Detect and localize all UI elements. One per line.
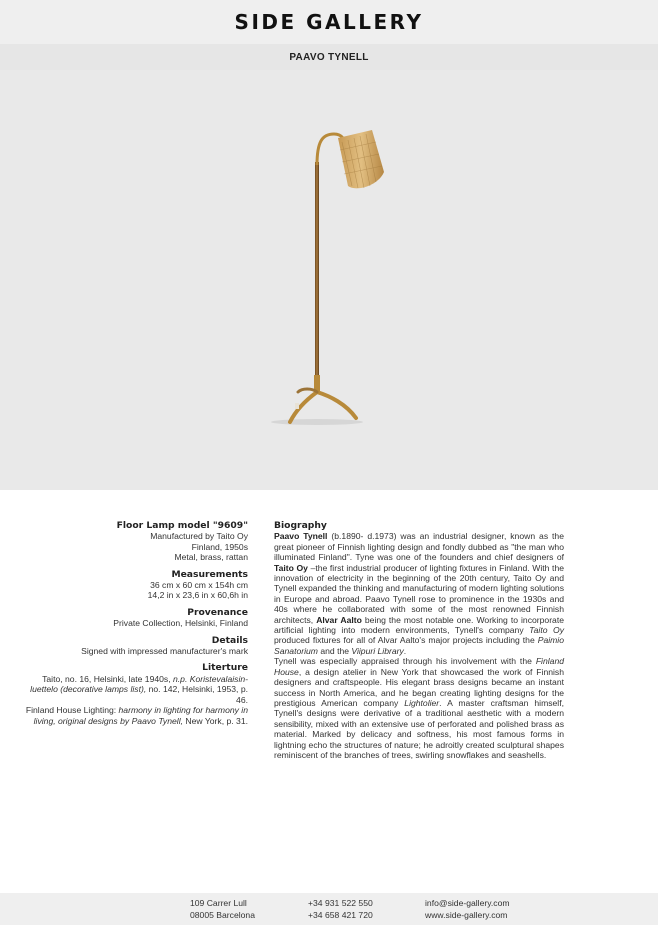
address-line-1: 109 Carrer Lull: [190, 898, 247, 908]
designer-name: PAAVO TYNELL: [289, 51, 369, 63]
brand-title: SIDE GALLERY: [234, 10, 424, 34]
biography-paragraph-1: Paavo Tynell (b.1890- d.1973) was an industrial designer, known as the great pioneer of Finnish lighting design and fondly dubbed as "the man who illuminated Finland". Tyne was one of the founders and chief designers of Taito Oy –the first industrial producer of lighting fixtures in Finland. With the innovation of electricity in the beginning of the 20th century, Taito Oy and Tynell expanded the thinking and manufacturing of modern lighting solutions in Europe and abroad. Paavo Tynell rose to prominence in the 1930s and 40s where he collaborated with some of the most renowned Finnish architects, Alvar Aalto being the most notable one. Working to incorporate artificial lighting into modern environments, Tynell's company Taito Oy produced fixtures for all of Alvar Aalto's major projects including the Paimio Sanatorium and the Viipuri Library.: [274, 531, 565, 656]
floor-shadow: [271, 419, 363, 425]
provenance-text: Private Collection, Helsinki, Finland: [113, 618, 248, 629]
product-title: Floor Lamp model "9609": [116, 520, 248, 531]
provenance-heading: Provenance: [187, 606, 248, 618]
header-bar: [0, 0, 658, 44]
measurements-heading: Measurements: [171, 568, 248, 580]
biography-heading: Biography: [274, 520, 327, 531]
designer-bar: [0, 44, 658, 70]
footer: [0, 893, 658, 925]
lamp-pole: [315, 162, 319, 380]
lamp-switch: [295, 403, 299, 409]
details-text: Signed with impressed manufacturer's mark: [81, 646, 248, 657]
measurements-cm: 36 cm x 60 cm x 154h cm: [150, 580, 248, 591]
literature-entry-1: Taito, no. 16, Helsinki, late 1940s, n.p. Koristevalaisin- luettelo (decorative lamps list), no. 142, Helsinki, 1953, p. 46.: [30, 673, 248, 705]
phone-1[interactable]: +34 931 522 550: [308, 898, 373, 908]
product-details: [20, 521, 248, 726]
website-link[interactable]: www.side-gallery.com: [425, 910, 508, 920]
lamp-base-right-leg: [317, 392, 356, 418]
literature-entry-2: Finland House Lighting: harmony in lighting for harmony in living, original designs by Paavo Tynell, New York, p. 31.: [25, 705, 248, 726]
details-heading: Details: [211, 634, 248, 646]
lamp-base-back-leg: [298, 389, 317, 392]
email-link[interactable]: info@side-gallery.com: [425, 898, 510, 908]
biography: [274, 521, 564, 760]
measurements-in: 14,2 in x 23,6 in x 60,6h in: [147, 590, 248, 601]
lamp-base-left-leg: [290, 392, 317, 422]
footer-contact: [425, 897, 510, 921]
product-image: [0, 70, 658, 490]
biography-paragraph-2: Tynell was especially appraised through his involvement with the Finland House, a design atelier in New York that showcased the work of Finnish designers and craftspeople. His elegant brass designs became an instant success in North America, and he began creating lighting designs for the prestigious American company Lightolier. A master craftsman himself, Tynell's designs were derivative of a traditional aesthetic with a modern sensibility, mixed with an extensive use of perforated and polished brass as material. Marked by delicacy and softness, his most famous forms in lightning echo the structures of nature; he adroitly created sculptural shapes reminiscent of the branches of trees, swirling snowflakes and seashells.: [274, 656, 564, 760]
phone-2[interactable]: +34 658 421 720: [308, 910, 373, 920]
manufacturer: Manufactured by Taito Oy: [150, 531, 248, 542]
literature-heading: Literture: [202, 662, 248, 674]
rattan-shade: [338, 130, 384, 188]
address-line-2: 08005 Barcelona: [190, 910, 255, 920]
floor-lamp-illustration: [0, 70, 658, 490]
footer-phones: [308, 897, 373, 921]
origin: Finland, 1950s: [191, 541, 248, 552]
materials: Metal, brass, rattan: [174, 552, 248, 563]
footer-address: [190, 897, 255, 921]
